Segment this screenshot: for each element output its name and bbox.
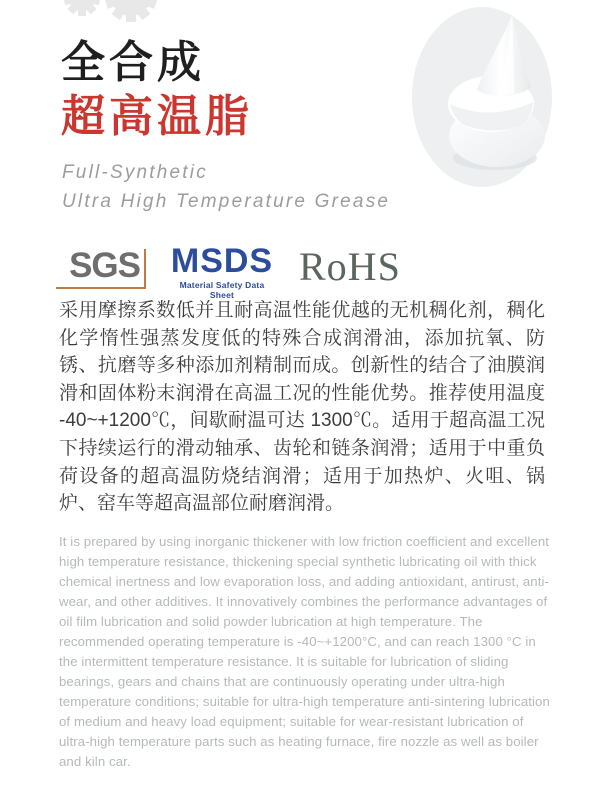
subtitle-line-1: Full-Synthetic (62, 162, 208, 183)
description-english: It is prepared by using inorganic thickener with low friction coefficient and excellent high temperature resistance, thickening special synthetic lubricating oil with thick chemical inertness and low evaporation loss, and adding antioxidant, antirust, anti-wear, and other additives. It innovatively combines the performance advantages of oil film lubrication and solid powder lubrication at high temperature. The recommended operating temperature is -40~+1200°C, and can reach 1300 °C in the intermittent temperature resistance. It is suitable for lubrication of sliding bearings, gears and chains that are continuously operating under ultra-high temperature conditions; suitable for ultra-high temperature anti-sintering lubrication of medium and heavy load equipment; suitable for wear-resistant lubrication of ultra-high temperature parts such as heating furnace, fire nozzle as well as boiler and kiln car. (59, 534, 550, 769)
sgs-logo-text: SGS (69, 246, 140, 285)
sgs-logo (58, 247, 146, 289)
sgs-vertical-rule (144, 249, 146, 289)
gear-icon (55, 0, 185, 32)
page-title (61, 36, 253, 144)
sgs-underline (56, 287, 146, 289)
gear-small-icon (64, 0, 101, 16)
description-chinese: 采用摩擦系数低并且耐高温性能优越的无机稠化剂，稠化化学惰性强蒸发度低的特殊合成润滑油，添加抗氧、防锈、抗磨等多种添加剂精制而成。创新性的结合了油膜润滑和固体粉末润滑在高温工况的性能优势。推荐使用温度 -40~+1200℃，间歇耐温可达 1300℃。适用于超高温工况下持续运行的滑动轴承、齿轮和链条润滑；适用于中重负荷设备的超高温防烧结润滑；适用于加热炉、火咀、锅炉、窑车等超高温部位耐磨润滑。 (59, 300, 545, 515)
rohs-logo: RoHS (299, 244, 401, 289)
msds-logo-text: MSDS (170, 242, 274, 280)
certification-logos (58, 242, 542, 300)
gear-large-icon (105, 0, 158, 22)
grease-dollop-image (390, 0, 575, 196)
subtitle (62, 158, 390, 216)
msds-logo-caption: Material Safety Data Sheet (179, 280, 265, 300)
title-line-black: 全合成 (61, 38, 205, 87)
title-line-red: 超高温脂 (61, 92, 253, 141)
subtitle-line-2: Ultra High Temperature Grease (62, 191, 391, 212)
msds-logo (167, 243, 277, 300)
